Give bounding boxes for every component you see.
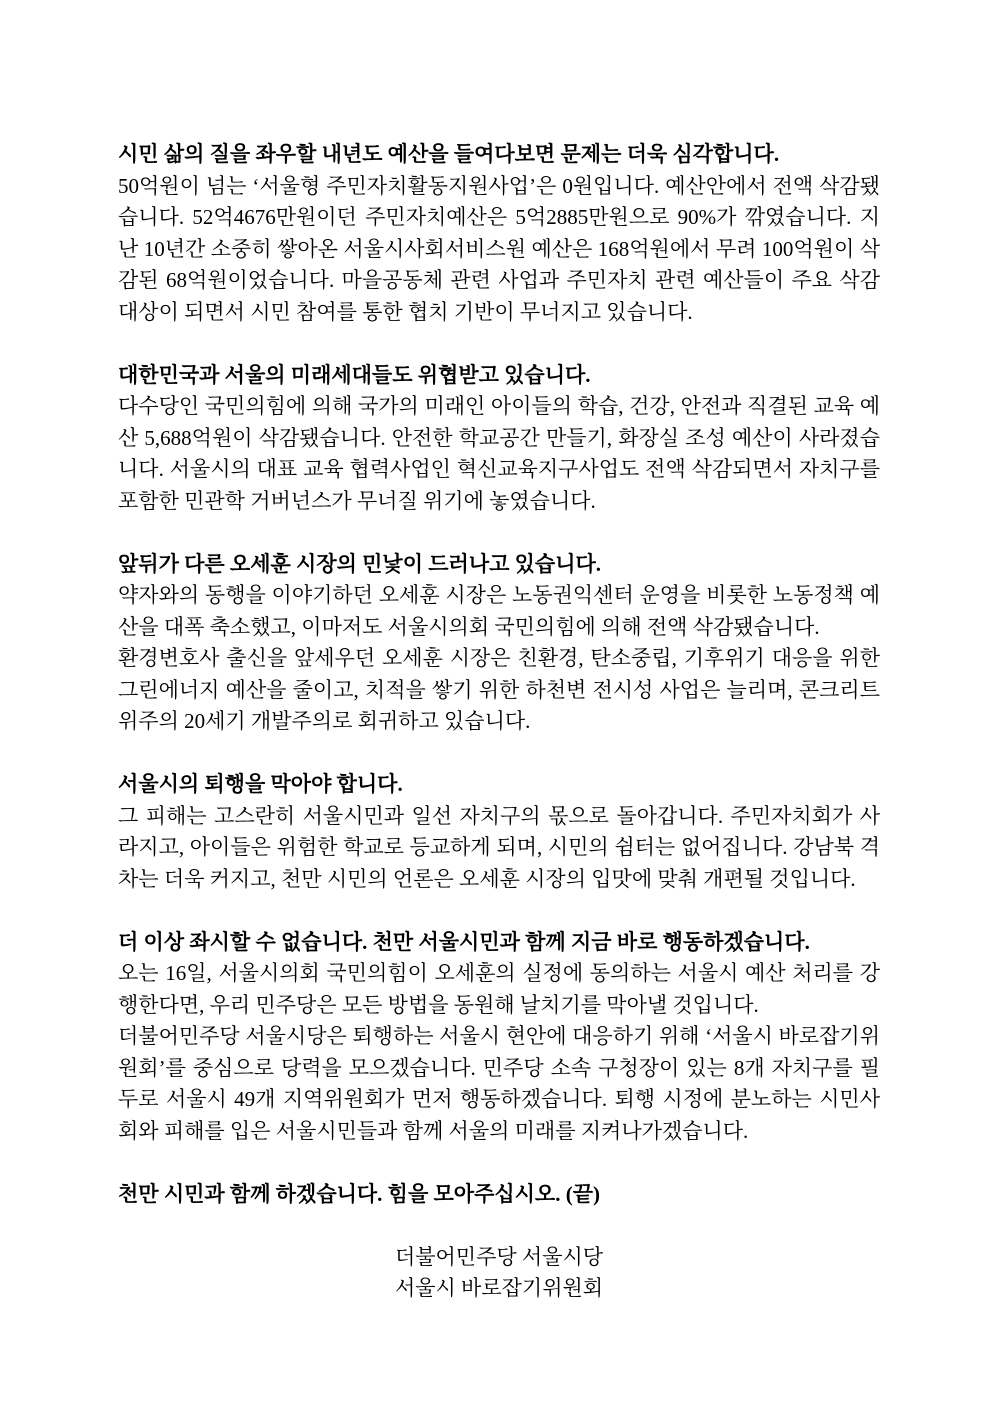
body-paragraph: 다수당인 국민의힘에 의해 국가의 미래인 아이들의 학습, 건강, 안전과 직결된 교육 예산 5,688억원이 삭감됐습니다. 안전한 학교공간 만들기, 화장실 조성 예산이 사라졌습니다. 서울시의 대표 교육 협력사업인 혁신교육지구사업도 전액 삭감되면서 자치구를 포함한 민관학 거버넌스가 무너질 위기에 놓였습니다. [118, 394, 880, 513]
section-heading: 앞뒤가 다른 오세훈 시장의 민낯이 드러나고 있습니다. [118, 551, 602, 576]
body-paragraph: 50억원이 넘는 ‘서울형 주민자치활동지원사업’은 0원입니다. 예산안에서 전액 삭감됐습니다. 52억4676만원이던 주민자치예산은 5억2885만원으로 90%가 깎였습니다. 지난 10년간 소중히 쌓아온 서울시사회서비스원 예산은 168억원에서 무려 100억원이 삭감된 68억원이었습니다. 마을공동체 관련 사업과 주민자치 관련 예산들이 주요 삭감대상이 되면서 시민 참여를 통한 협치 기반이 무너지고 있습니다. [118, 173, 880, 324]
section-mayor-contradiction [118, 549, 880, 738]
body-paragraph: 그 피해는 고스란히 서울시민과 일선 자치구의 몫으로 돌아갑니다. 주민자치회가 사라지고, 아이들은 위험한 학교로 등교하게 되며, 시민의 쉼터는 없어집니다. 강남북 격차는 더욱 커지고, 천만 시민의 언론은 오세훈 시장의 입맛에 맞춰 개편될 것입니다. [118, 803, 880, 891]
body-paragraph: 더불어민주당 서울시당은 퇴행하는 서울시 현안에 대응하기 위해 ‘서울시 바로잡기위원회’를 중심으로 당력을 모으겠습니다. 민주당 소속 구청장이 있는 8개 자치구를 필두로 서울시 49개 지역위원회가 먼저 행동하겠습니다. 퇴행 시정에 분노하는 시민사회와 피해를 입은 서울시민들과 함께 서울의 미래를 지켜나가겠습니다. [118, 1024, 880, 1143]
body-paragraph: 약자와의 동행을 이야기하던 오세훈 시장은 노동권익센터 운영을 비롯한 노동정책 예산을 대폭 축소했고, 이마저도 서울시의회 국민의힘에 의해 전액 삭감됐습니다. [118, 583, 880, 639]
section-stop-regression [118, 769, 880, 895]
body-paragraph: 오는 16일, 서울시의회 국민의힘이 오세훈의 실정에 동의하는 서울시 예산 처리를 강행한다면, 우리 민주당은 모든 방법을 동원해 날치기를 막아낼 것입니다. [118, 961, 880, 1017]
signature-committee: 서울시 바로잡기위원회 [394, 1276, 604, 1300]
section-heading: 더 이상 좌시할 수 없습니다. 천만 서울시민과 함께 지금 바로 행동하겠습니다. [118, 929, 810, 954]
section-budget-severity [118, 139, 880, 328]
section-heading: 대한민국과 서울의 미래세대들도 위협받고 있습니다. [118, 362, 591, 387]
section-future-generations [118, 360, 880, 518]
signature-party: 더불어민주당 서울시당 [394, 1244, 604, 1269]
closing-statement: 천만 시민과 함께 하겠습니다. 힘을 모아주십시오. (끝) [118, 1181, 600, 1206]
body-paragraph: 환경변호사 출신을 앞세우던 오세훈 시장은 친환경, 탄소중립, 기후위기 대응을 위한 그린에너지 예산을 줄이고, 치적을 쌓기 위한 하천변 전시성 사업은 늘리며, 콘크리트 위주의 20세기 개발주의로 회귀하고 있습니다. [118, 646, 880, 733]
section-heading: 서울시의 퇴행을 막아야 합니다. [118, 772, 403, 796]
signature-block [118, 1242, 880, 1305]
section-call-to-action [118, 927, 880, 1148]
section-heading: 시민 삶의 질을 좌우할 내년도 예산을 들여다보면 문제는 더욱 심각합니다. [118, 142, 780, 166]
